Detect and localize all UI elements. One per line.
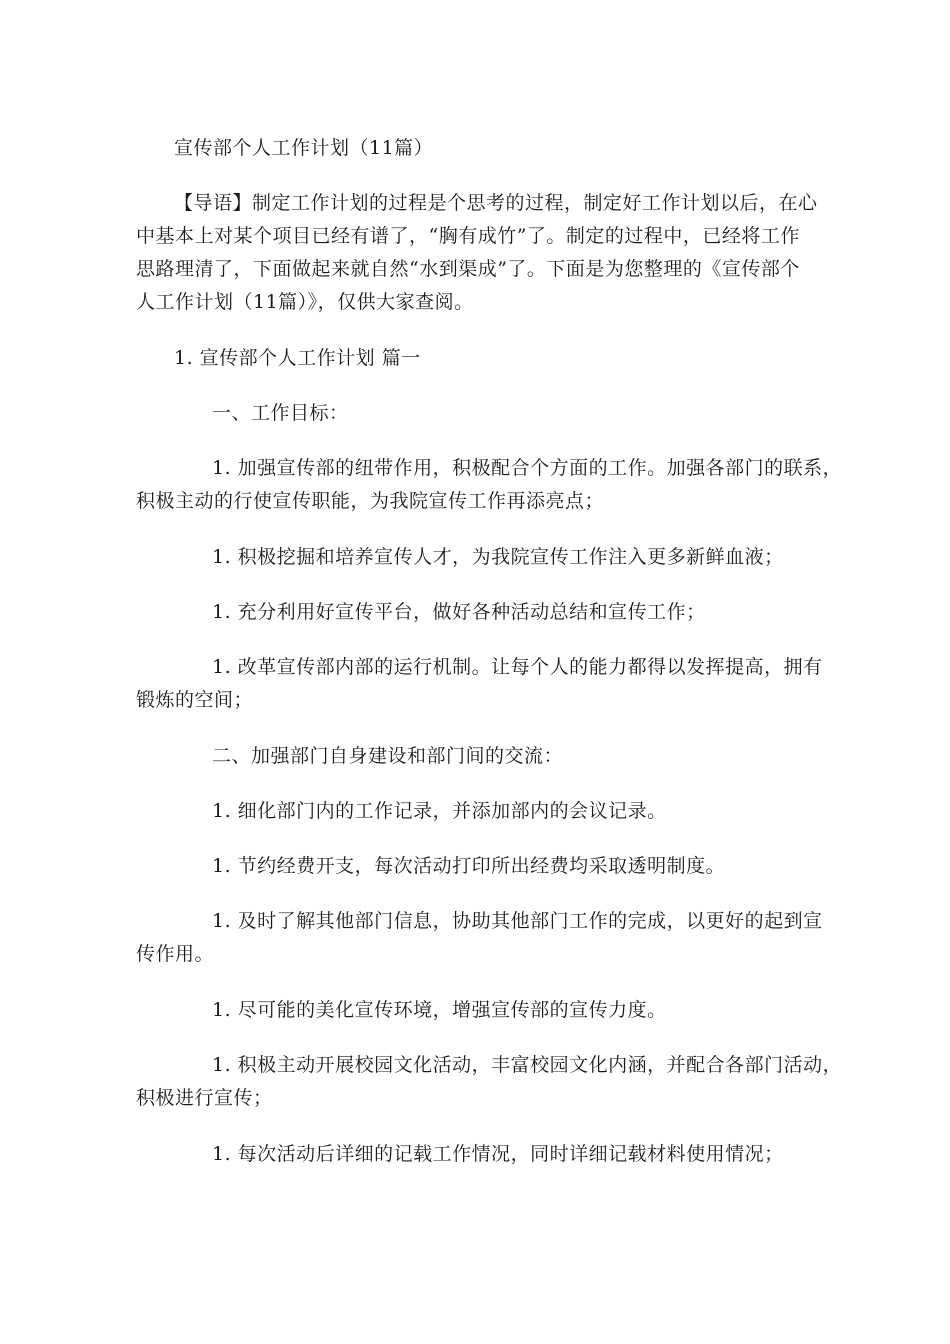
document-title: 宣传部个人工作计划（11篇） — [174, 137, 434, 159]
list-item-continuation: 积极进行宣传； — [136, 1087, 273, 1109]
list-item-continuation: 传作用。 — [136, 943, 215, 965]
list-item: 1. 尽可能的美化宣传环境，增强宣传部的宣传力度。 — [212, 999, 667, 1021]
list-item-continuation: 积极主动的行使宣传职能，为我院宣传工作再添亮点； — [136, 490, 605, 512]
intro-line: 【导语】制定工作计划的过程是个思考的过程，制定好工作计划以后，在心 — [174, 192, 818, 214]
list-item: 1. 及时了解其他部门信息，协助其他部门工作的完成，以更好的起到宣 — [212, 910, 823, 932]
list-item: 1. 细化部门内的工作记录，并添加部内的会议记录。 — [212, 800, 667, 822]
intro-line: 思路理清了，下面做起来就自然“水到渠成”了。下面是为您整理的《宣传部个 — [136, 258, 800, 280]
list-item: 1. 加强宣传部的纽带作用，积极配合个方面的工作。加强各部门的联系， — [212, 457, 843, 479]
list-item-continuation: 锻炼的空间； — [136, 689, 254, 711]
intro-line: 人工作计划（11篇）》，仅供大家查阅。 — [136, 291, 474, 313]
list-item: 1. 改革宣传部内部的运行机制。让每个人的能力都得以发挥提高，拥有 — [212, 656, 823, 678]
list-item: 1. 积极挖掘和培养宣传人才，为我院宣传工作注入更多新鲜血液； — [212, 546, 784, 568]
list-item: 1. 充分利用好宣传平台，做好各种活动总结和宣传工作； — [212, 601, 706, 623]
section-heading: 二、加强部门自身建设和部门间的交流： — [212, 745, 564, 767]
list-item: 1. 节约经费开支，每次活动打印所出经费均采取透明制度。 — [212, 855, 726, 877]
section-heading: 一、工作目标： — [212, 402, 349, 424]
list-item: 1. 每次活动后详细的记载工作情况，同时详细记载材料使用情况； — [212, 1143, 784, 1165]
article-heading: 1. 宣传部个人工作计划 篇一 — [174, 347, 421, 369]
intro-line: 中基本上对某个项目已经有谱了，“胸有成竹”了。制定的过程中，已经将工作 — [136, 225, 800, 247]
list-item: 1. 积极主动开展校园文化活动，丰富校园文化内涵，并配合各部门活动， — [212, 1054, 843, 1076]
